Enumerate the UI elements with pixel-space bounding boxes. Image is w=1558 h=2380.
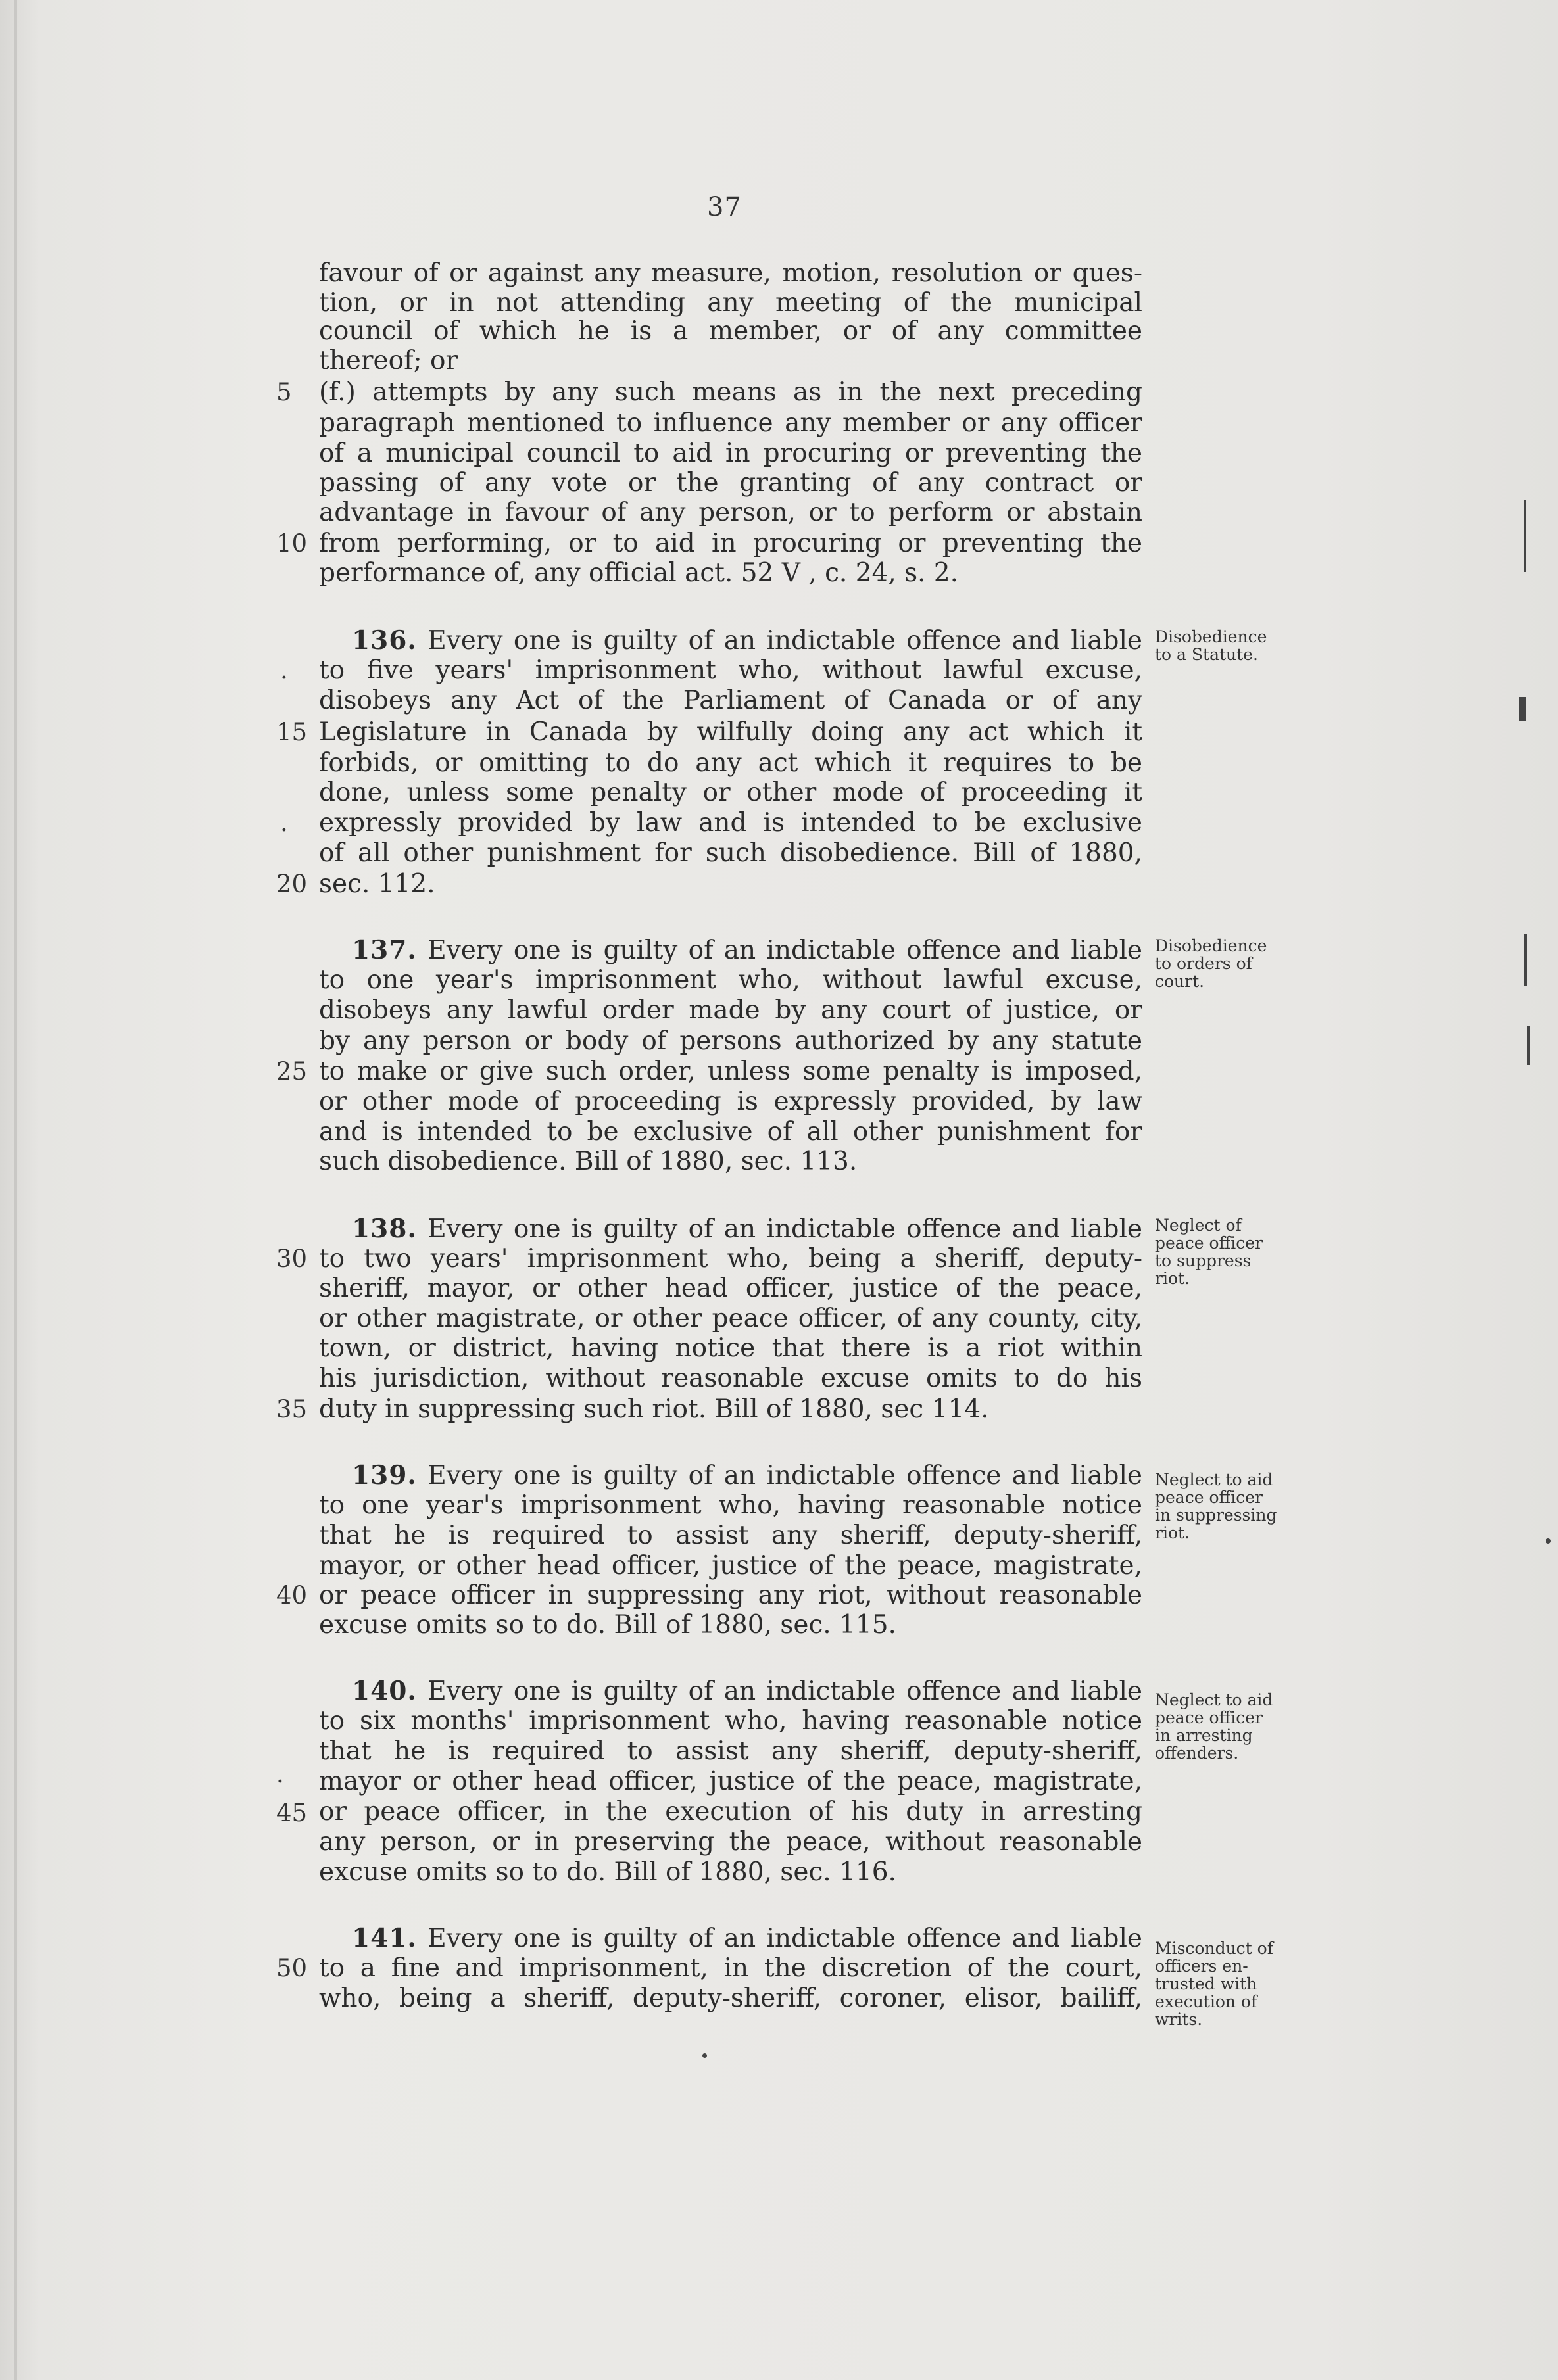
- line-text: paragraph mentioned to influence any member or any officer: [319, 408, 1142, 438]
- line-text: from performing, or to aid in procuring or preventing the: [319, 529, 1142, 558]
- text-line: [319, 995, 1142, 1026]
- line-text: any person, or in preserving the peace, without reasonable: [319, 1827, 1142, 1857]
- line-text: to five years' imprisonment who, without lawful excuse,: [319, 655, 1142, 685]
- section-number: 138.: [352, 1214, 417, 1244]
- margin-note-line: Misconduct of: [1155, 1939, 1273, 1958]
- line-number: 35: [276, 1395, 308, 1423]
- margin-note-line: officers en-: [1155, 1957, 1248, 1976]
- line-text: who, being a sheriff, deputy-sheriff, coroner, elisor, bailiff,: [319, 1984, 1142, 2013]
- line-text: Every one is guilty of an indictable offence and liable: [427, 626, 1142, 655]
- text-line: [319, 717, 1142, 748]
- line-text: Every one is guilty of an indictable offence and liable: [427, 1461, 1142, 1490]
- margin-note: [1155, 628, 1313, 663]
- line-text: that he is required to assist any sheriff, deputy-sheriff,: [319, 1736, 1142, 1766]
- text-line: [319, 1243, 1142, 1275]
- margin-note: [1155, 937, 1313, 990]
- margin-note-line: Neglect of: [1155, 1216, 1242, 1235]
- scan-mark: [1524, 934, 1527, 986]
- text-line: [319, 528, 1142, 559]
- section-number: 136.: [352, 625, 417, 655]
- text-line: [319, 1705, 1142, 1737]
- text-line: [319, 1953, 1142, 1984]
- line-text: such disobedience. Bill of 1880, sec. 113.: [319, 1147, 858, 1176]
- text-line: [319, 1273, 1142, 1304]
- text-line: [319, 964, 1142, 996]
- text-line: [319, 1056, 1142, 1087]
- line-text: performance of, any official act. 52 V , c. 24, s. 2.: [319, 558, 959, 588]
- text-line: [352, 1213, 1142, 1245]
- section-number: 141.: [352, 1923, 417, 1953]
- margin-note-line: peace officer: [1155, 1233, 1263, 1252]
- scan-mark: [1524, 500, 1526, 572]
- text-line: [319, 1609, 1142, 1641]
- line-text: favour of or against any measure, motion, resolution or ques-: [319, 258, 1142, 288]
- margin-note-line: peace officer: [1155, 1488, 1263, 1507]
- line-text: expressly provided by law and is intended to be exclusive: [319, 808, 1142, 838]
- margin-note-line: writs.: [1155, 2010, 1203, 2029]
- text-line: [319, 748, 1142, 779]
- line-text: to one year's imprisonment who, having reasonable notice: [319, 1490, 1142, 1520]
- margin-note: [1155, 1471, 1313, 1542]
- line-text: Every one is guilty of an indictable offence and liable: [427, 936, 1142, 965]
- line-text: to one year's imprisonment who, without lawful excuse,: [319, 965, 1142, 995]
- line-text: passing of any vote or the granting of any contract or: [319, 468, 1142, 498]
- text-line: [319, 287, 1142, 319]
- line-text: mayor or other head officer, justice of the peace, magistrate,: [319, 1767, 1142, 1796]
- line-text: that he is required to assist any sheriff, deputy-sheriff,: [319, 1521, 1142, 1550]
- margin-note-line: Neglect to aid: [1155, 1470, 1273, 1489]
- line-text: or other mode of proceeding is expressly provided, by law: [319, 1087, 1142, 1116]
- text-line: [319, 1394, 1142, 1425]
- text-line: [319, 1026, 1142, 1057]
- section-number: 139.: [352, 1460, 417, 1490]
- text-line: [319, 1983, 1142, 2014]
- text-line: [319, 1736, 1142, 1767]
- text-line: [352, 1460, 1142, 1491]
- line-text: or other magistrate, or other peace officer, of any county, city,: [319, 1304, 1142, 1333]
- margin-note-line: Disobedience: [1155, 936, 1267, 955]
- text-line: [319, 1363, 1142, 1394]
- scan-mark: [1527, 1026, 1530, 1065]
- text-line: [319, 807, 1142, 839]
- margin-note-line: riot.: [1155, 1269, 1190, 1288]
- margin-note-line: to suppress: [1155, 1251, 1252, 1270]
- margin-note: [1155, 1216, 1313, 1287]
- margin-note: [1155, 1940, 1313, 2028]
- text-line: [319, 1490, 1142, 1521]
- text-line: [319, 438, 1142, 469]
- scan-mark: [1546, 1538, 1551, 1544]
- margin-note-line: Disobedience: [1155, 627, 1267, 646]
- line-text: to a fine and imprisonment, in the discretion of the court,: [319, 1953, 1142, 1983]
- text-line: [319, 377, 1142, 408]
- margin-note-line: court.: [1155, 972, 1205, 991]
- line-text: excuse omits so to do. Bill of 1880, sec. 116.: [319, 1857, 896, 1887]
- line-number: 50: [276, 1954, 308, 1982]
- text-line: [319, 777, 1142, 809]
- line-text: thereof; or: [319, 346, 458, 375]
- line-text: or peace officer in suppressing any riot, without reasonable: [319, 1581, 1142, 1610]
- line-text: or peace officer, in the execution of his duty in arresting: [319, 1797, 1142, 1826]
- line-text: by any person or body of persons authorized by any statute: [319, 1026, 1142, 1056]
- text-line: [352, 625, 1142, 656]
- line-text: sec. 112.: [319, 869, 435, 899]
- text-line: [319, 1826, 1142, 1858]
- line-number: 15: [276, 718, 308, 746]
- text-line: [319, 258, 1142, 289]
- line-text: Legislature in Canada by wilfully doing any act which it: [319, 717, 1142, 747]
- line-text: of all other punishment for such disobedience. Bill of 1880,: [319, 838, 1142, 868]
- text-line: [319, 1086, 1142, 1118]
- margin-note-line: Neglect to aid: [1155, 1690, 1273, 1709]
- text-line: [352, 1675, 1142, 1707]
- scan-mark: [1519, 697, 1526, 721]
- text-line: [319, 1796, 1142, 1828]
- line-text: done, unless some penalty or other mode of proceeding it: [319, 778, 1142, 807]
- line-text: Every one is guilty of an indictable offence and liable: [427, 1214, 1142, 1244]
- line-text: disobeys any lawful order made by any court of justice, or: [319, 995, 1142, 1025]
- text-line: [319, 1580, 1142, 1611]
- line-number: .: [280, 809, 288, 837]
- margin-note-line: to a Statute.: [1155, 645, 1258, 664]
- line-text: mayor, or other head officer, justice of the peace, magistrate,: [319, 1551, 1142, 1581]
- margin-note-line: offenders.: [1155, 1744, 1239, 1763]
- margin-note-line: peace officer: [1155, 1708, 1263, 1727]
- line-text: (f.) attempts by any such means as in the next preceding: [319, 377, 1142, 407]
- text-line: [319, 316, 1142, 347]
- line-text: duty in suppressing such riot. Bill of 1880, sec 114.: [319, 1394, 989, 1424]
- margin-note-line: in suppressing: [1155, 1506, 1277, 1525]
- line-text: tion, or in not attending any meeting of the municipal: [319, 288, 1142, 318]
- margin-note: [1155, 1691, 1313, 1762]
- line-text: sheriff, mayor, or other head officer, justice of the peace,: [319, 1273, 1142, 1303]
- text-line: [319, 1550, 1142, 1582]
- line-text: council of which he is a member, or of any committee: [319, 316, 1142, 346]
- line-text: forbids, or omitting to do any act which it requires to be: [319, 748, 1142, 778]
- text-line: [319, 1857, 1142, 1888]
- line-text: Every one is guilty of an indictable offence and liable: [427, 1677, 1142, 1706]
- line-number: .: [280, 656, 288, 684]
- margin-note-line: execution of: [1155, 1992, 1257, 2011]
- line-text: of a municipal council to aid in procuring or preventing the: [319, 439, 1142, 468]
- margin-note-line: in arresting: [1155, 1726, 1253, 1745]
- line-text: town, or district, having notice that there is a riot within: [319, 1333, 1142, 1363]
- line-text: to make or give such order, unless some penalty is imposed,: [319, 1057, 1142, 1086]
- line-number: 40: [276, 1581, 308, 1609]
- text-line: [319, 1766, 1142, 1797]
- line-number: 20: [276, 870, 308, 898]
- text-line: [319, 1333, 1142, 1364]
- line-text: excuse omits so to do. Bill of 1880, sec. 115.: [319, 1610, 896, 1640]
- text-line: [352, 934, 1142, 966]
- text-line: [319, 655, 1142, 686]
- margin-note-line: riot.: [1155, 1523, 1190, 1542]
- binding-edge: [14, 0, 17, 2380]
- text-line: [319, 685, 1142, 717]
- line-text: to two years' imprisonment who, being a sheriff, deputy-: [319, 1244, 1142, 1273]
- margin-note-line: to orders of: [1155, 954, 1252, 973]
- line-text: his jurisdiction, without reasonable excuse omits to do his: [319, 1364, 1142, 1393]
- text-line: [319, 1520, 1142, 1552]
- line-text: disobeys any Act of the Parliament of Canada or of any: [319, 686, 1142, 715]
- line-number: 25: [276, 1057, 308, 1085]
- text-line: [319, 869, 1142, 900]
- text-line: [319, 408, 1142, 439]
- text-line: [319, 1146, 1142, 1178]
- section-number: 137.: [352, 935, 417, 965]
- text-line: [319, 838, 1142, 869]
- text-line: [319, 467, 1142, 499]
- section-number: 140.: [352, 1676, 417, 1706]
- line-text: Every one is guilty of an indictable offence and liable: [427, 1924, 1142, 1953]
- margin-note-line: trusted with: [1155, 1974, 1257, 1993]
- text-line: [319, 345, 1142, 377]
- scan-mark: [702, 2053, 707, 2058]
- line-text: and is intended to be exclusive of all other punishment for: [319, 1117, 1142, 1147]
- line-text: to six months' imprisonment who, having reasonable notice: [319, 1706, 1142, 1736]
- text-line: [319, 558, 1142, 589]
- line-number: 10: [276, 529, 308, 558]
- text-line: [352, 1922, 1142, 1954]
- line-number: 30: [276, 1245, 308, 1273]
- page-number: 37: [707, 192, 742, 222]
- text-line: [319, 1303, 1142, 1335]
- line-text: advantage in favour of any person, or to perform or abstain: [319, 498, 1142, 527]
- line-number: 5: [276, 378, 292, 406]
- text-line: [319, 1116, 1142, 1148]
- text-line: [319, 497, 1142, 529]
- line-number: · 45: [276, 1767, 308, 1827]
